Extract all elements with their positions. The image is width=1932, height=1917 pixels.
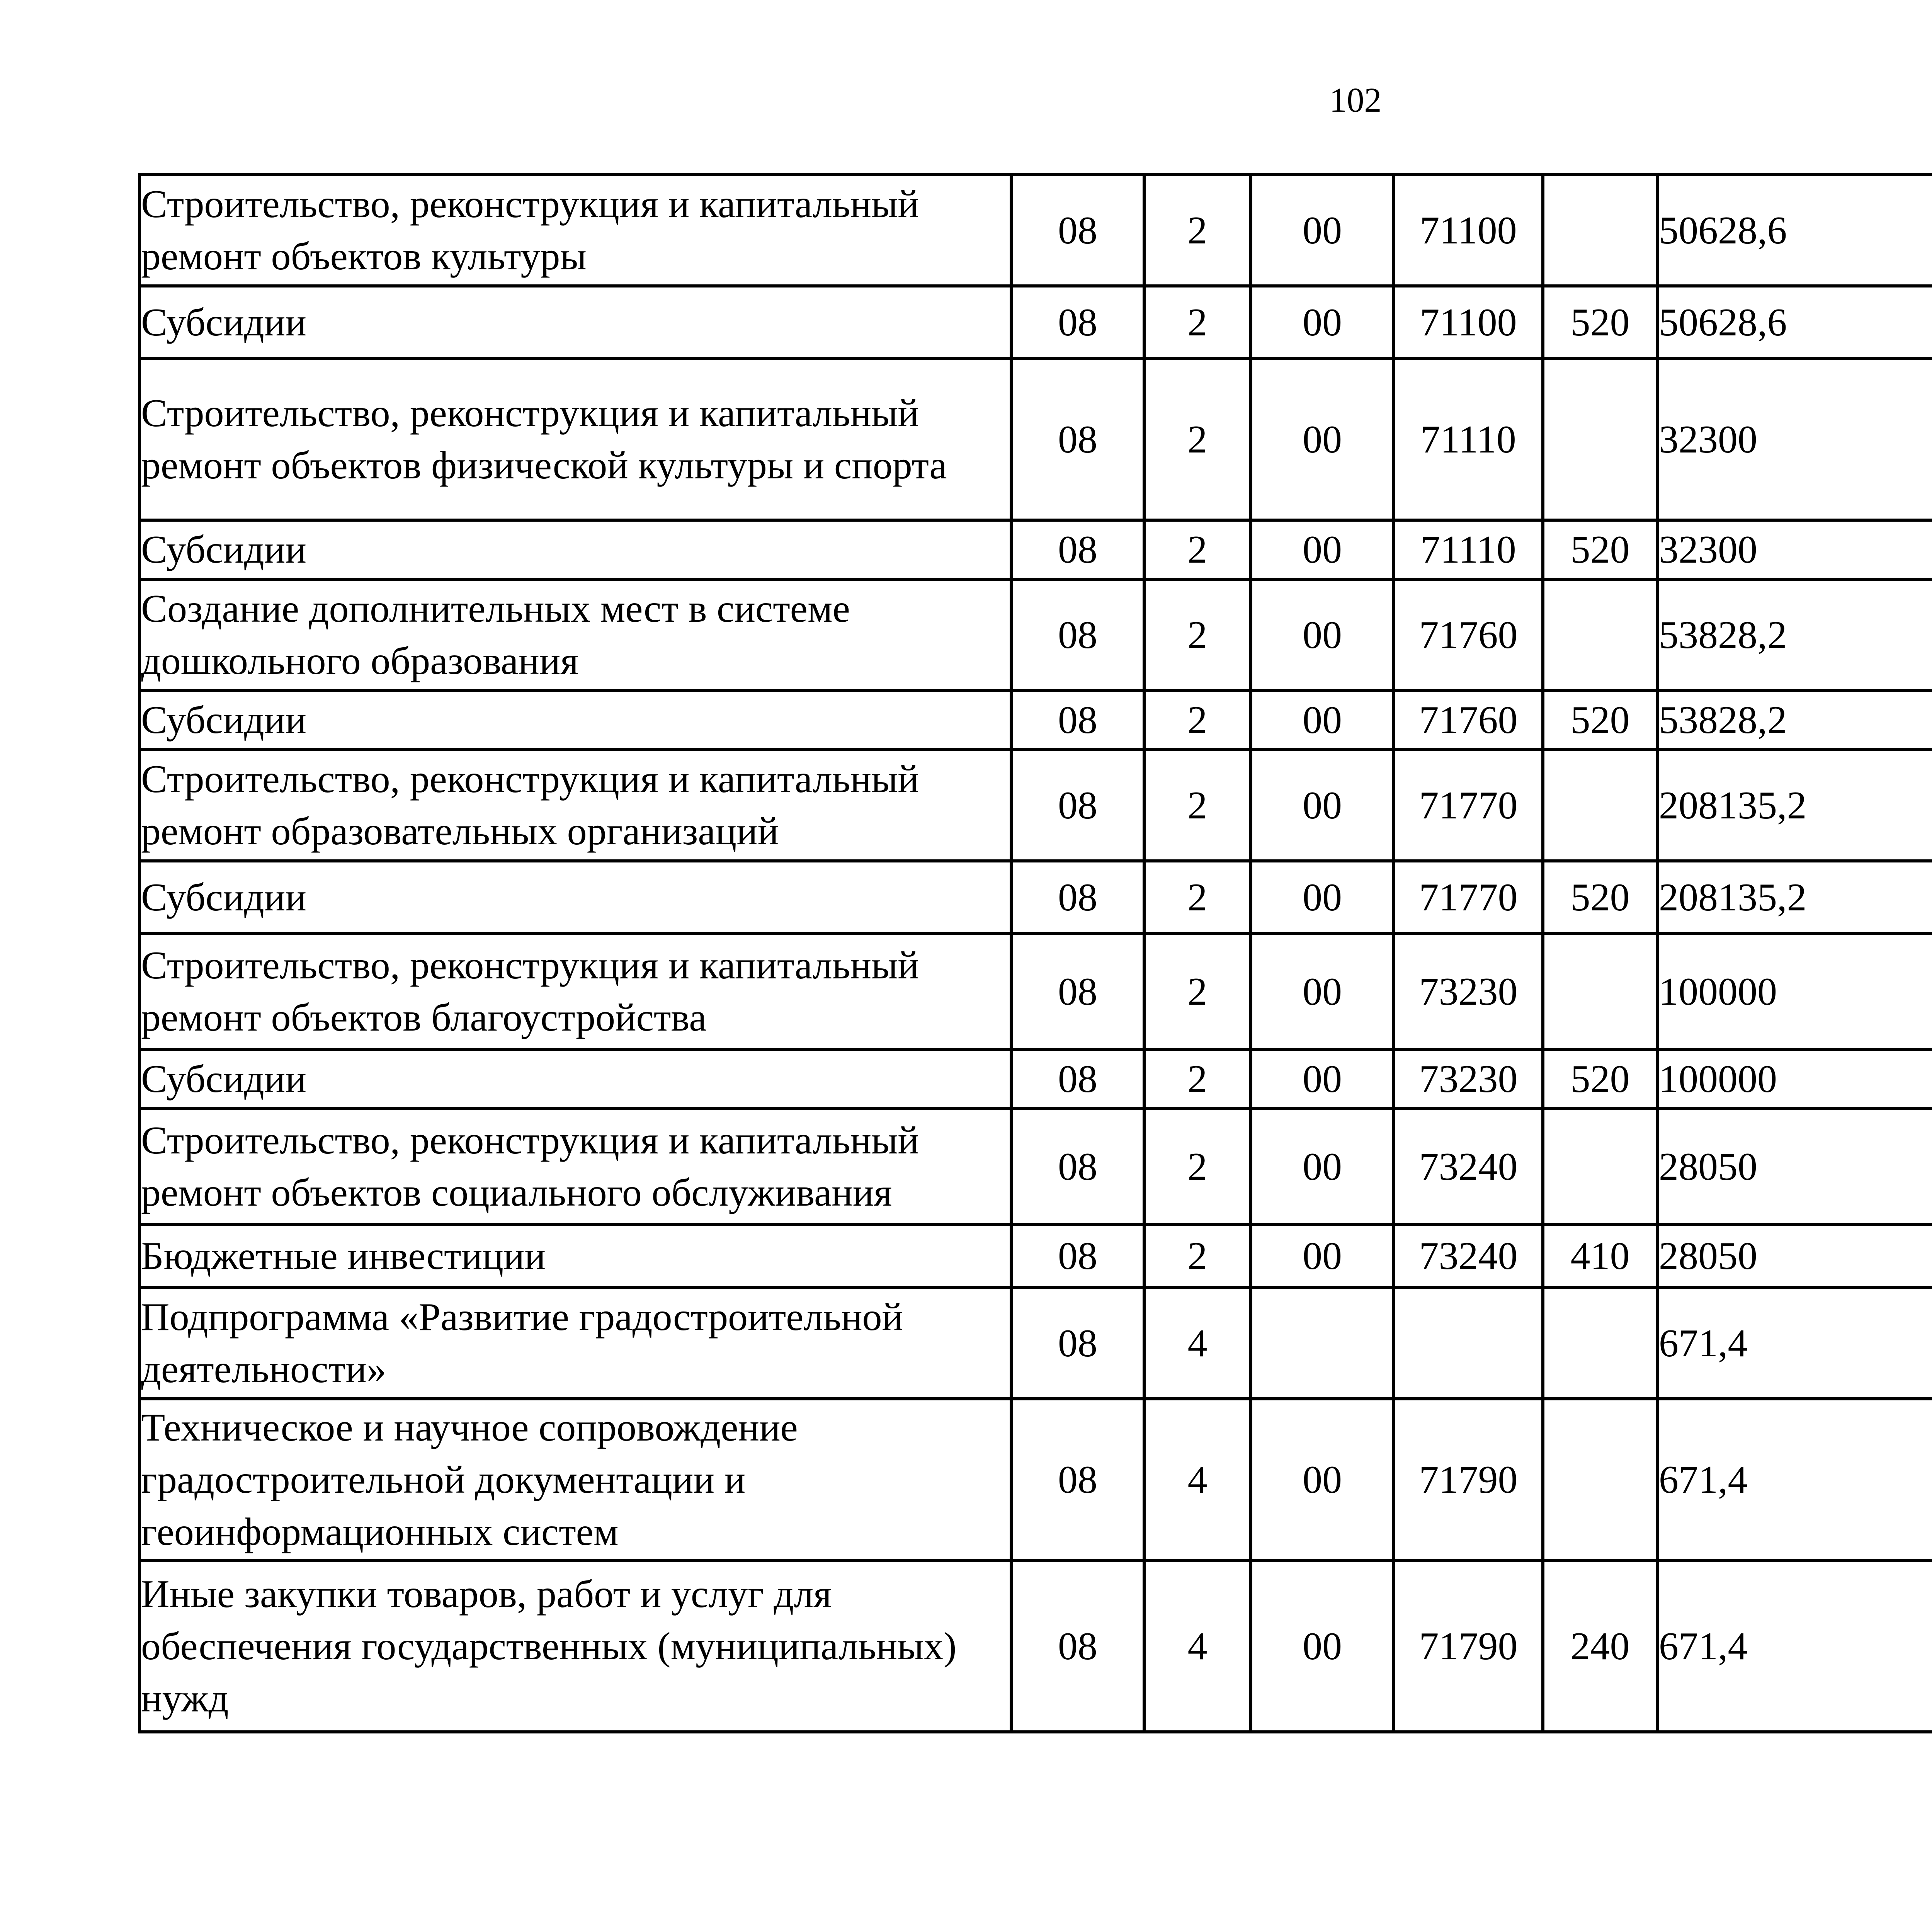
expense-type-code: [1543, 1399, 1657, 1560]
subprogram-code: 00: [1251, 1109, 1394, 1225]
program-code: 4: [1144, 1288, 1251, 1399]
table-row: [139, 691, 1932, 750]
direction-code: 73230: [1394, 934, 1543, 1050]
subprogram-code: 00: [1251, 579, 1394, 691]
expense-type-code: [1543, 750, 1657, 861]
expense-type-code: 240: [1543, 1560, 1657, 1732]
table-row: [139, 1050, 1932, 1109]
direction-code: 71760: [1394, 691, 1543, 750]
direction-code: 73230: [1394, 1050, 1543, 1109]
direction-code: 71770: [1394, 750, 1543, 861]
subprogram-code: 00: [1251, 1050, 1394, 1109]
expense-type-code: 520: [1543, 286, 1657, 359]
direction-code: 71110: [1394, 359, 1543, 520]
direction-code: 71110: [1394, 520, 1543, 579]
expense-type-code: [1543, 359, 1657, 520]
subprogram-code: 00: [1251, 691, 1394, 750]
section-code: 08: [1011, 934, 1144, 1050]
amount-year-1: 671,4: [1657, 1399, 1932, 1560]
expense-type-code: 520: [1543, 520, 1657, 579]
expense-type-code: 520: [1543, 861, 1657, 934]
expense-type-code: 520: [1543, 1050, 1657, 1109]
section-code: 08: [1011, 175, 1144, 286]
subprogram-code: 00: [1251, 175, 1394, 286]
row-name: Иные закупки товаров, работ и услуг для обеспечения государственных (муниципальных) нужд: [139, 1560, 1011, 1732]
program-code: 2: [1144, 359, 1251, 520]
program-code: 2: [1144, 579, 1251, 691]
amount-year-1: 50628,6: [1657, 286, 1932, 359]
row-name: Строительство, реконструкция и капитальный ремонт объектов социального обслуживания: [139, 1109, 1011, 1225]
section-code: 08: [1011, 1399, 1144, 1560]
section-code: 08: [1011, 286, 1144, 359]
section-code: 08: [1011, 1050, 1144, 1109]
direction-code: 71760: [1394, 579, 1543, 691]
table-row: [139, 750, 1932, 861]
expense-type-code: 410: [1543, 1225, 1657, 1288]
expense-type-code: [1543, 1109, 1657, 1225]
row-name: Субсидии: [139, 520, 1011, 579]
row-name: Создание дополнительных мест в системе дошкольного образования: [139, 579, 1011, 691]
subprogram-code: 00: [1251, 750, 1394, 861]
direction-code: 71790: [1394, 1560, 1543, 1732]
expense-type-code: [1543, 175, 1657, 286]
table-row: [139, 1560, 1932, 1732]
subprogram-code: 00: [1251, 520, 1394, 579]
section-code: 08: [1011, 861, 1144, 934]
subprogram-code: 00: [1251, 359, 1394, 520]
subprogram-code: 00: [1251, 286, 1394, 359]
amount-year-1: 32300: [1657, 359, 1932, 520]
row-name: Строительство, реконструкция и капитальный ремонт объектов благоустройства: [139, 934, 1011, 1050]
table-row: [139, 1399, 1932, 1560]
table-row: [139, 1109, 1932, 1225]
amount-year-1: 100000: [1657, 1050, 1932, 1109]
expense-type-code: [1543, 934, 1657, 1050]
section-code: 08: [1011, 691, 1144, 750]
program-code: 2: [1144, 750, 1251, 861]
subprogram-code: 00: [1251, 1399, 1394, 1560]
table-row: [139, 286, 1932, 359]
table-row: [139, 1225, 1932, 1288]
table-row: [139, 359, 1932, 520]
direction-code: 71790: [1394, 1399, 1543, 1560]
direction-code: 71770: [1394, 861, 1543, 934]
subprogram-code: 00: [1251, 1560, 1394, 1732]
row-name: Субсидии: [139, 691, 1011, 750]
row-name: Субсидии: [139, 286, 1011, 359]
section-code: 08: [1011, 1560, 1144, 1732]
expense-type-code: [1543, 579, 1657, 691]
amount-year-1: 671,4: [1657, 1560, 1932, 1732]
section-code: 08: [1011, 520, 1144, 579]
program-code: 2: [1144, 1109, 1251, 1225]
direction-code: 73240: [1394, 1225, 1543, 1288]
amount-year-1: 50628,6: [1657, 175, 1932, 286]
program-code: 2: [1144, 861, 1251, 934]
amount-year-1: 28050: [1657, 1109, 1932, 1225]
subprogram-code: 00: [1251, 861, 1394, 934]
program-code: 2: [1144, 934, 1251, 1050]
amount-year-1: 32300: [1657, 520, 1932, 579]
program-code: 2: [1144, 1050, 1251, 1109]
row-name: Техническое и научное сопровождение градостроительной документации и геоинформационных систем: [139, 1399, 1011, 1560]
table-row: [139, 1288, 1932, 1399]
section-code: 08: [1011, 750, 1144, 861]
direction-code: 71100: [1394, 175, 1543, 286]
expense-type-code: [1543, 1288, 1657, 1399]
amount-year-1: 671,4: [1657, 1288, 1932, 1399]
row-name: Субсидии: [139, 1050, 1011, 1109]
program-code: 2: [1144, 691, 1251, 750]
row-name: Строительство, реконструкция и капитальный ремонт объектов физической культуры и спорта: [139, 359, 1011, 520]
program-code: 4: [1144, 1560, 1251, 1732]
expense-type-code: 520: [1543, 691, 1657, 750]
section-code: 08: [1011, 1288, 1144, 1399]
table-row: [139, 861, 1932, 934]
page-number: 102: [1329, 81, 1382, 119]
section-code: 08: [1011, 1109, 1144, 1225]
row-name: Субсидии: [139, 861, 1011, 934]
row-name: Строительство, реконструкция и капитальный ремонт образовательных организаций: [139, 750, 1011, 861]
amount-year-1: 208135,2: [1657, 750, 1932, 861]
amount-year-1: 53828,2: [1657, 579, 1932, 691]
row-name: Строительство, реконструкция и капитальный ремонт объектов культуры: [139, 175, 1011, 286]
table-row: [139, 934, 1932, 1050]
program-code: 4: [1144, 1399, 1251, 1560]
subprogram-code: [1251, 1288, 1394, 1399]
subprogram-code: 00: [1251, 1225, 1394, 1288]
section-code: 08: [1011, 359, 1144, 520]
table-row: [139, 579, 1932, 691]
program-code: 2: [1144, 1225, 1251, 1288]
row-name: Бюджетные инвестиции: [139, 1225, 1011, 1288]
amount-year-1: 208135,2: [1657, 861, 1932, 934]
amount-year-1: 28050: [1657, 1225, 1932, 1288]
program-code: 2: [1144, 520, 1251, 579]
direction-code: 71100: [1394, 286, 1543, 359]
table-row: [139, 175, 1932, 286]
table-row: [139, 520, 1932, 579]
amount-year-1: 53828,2: [1657, 691, 1932, 750]
subprogram-code: 00: [1251, 934, 1394, 1050]
row-name: Подпрограмма «Развитие градостроительной деятельности»: [139, 1288, 1011, 1399]
amount-year-1: 100000: [1657, 934, 1932, 1050]
direction-code: [1394, 1288, 1543, 1399]
program-code: 2: [1144, 175, 1251, 286]
section-code: 08: [1011, 1225, 1144, 1288]
budget-table: [138, 173, 1932, 1733]
program-code: 2: [1144, 286, 1251, 359]
section-code: 08: [1011, 579, 1144, 691]
direction-code: 73240: [1394, 1109, 1543, 1225]
